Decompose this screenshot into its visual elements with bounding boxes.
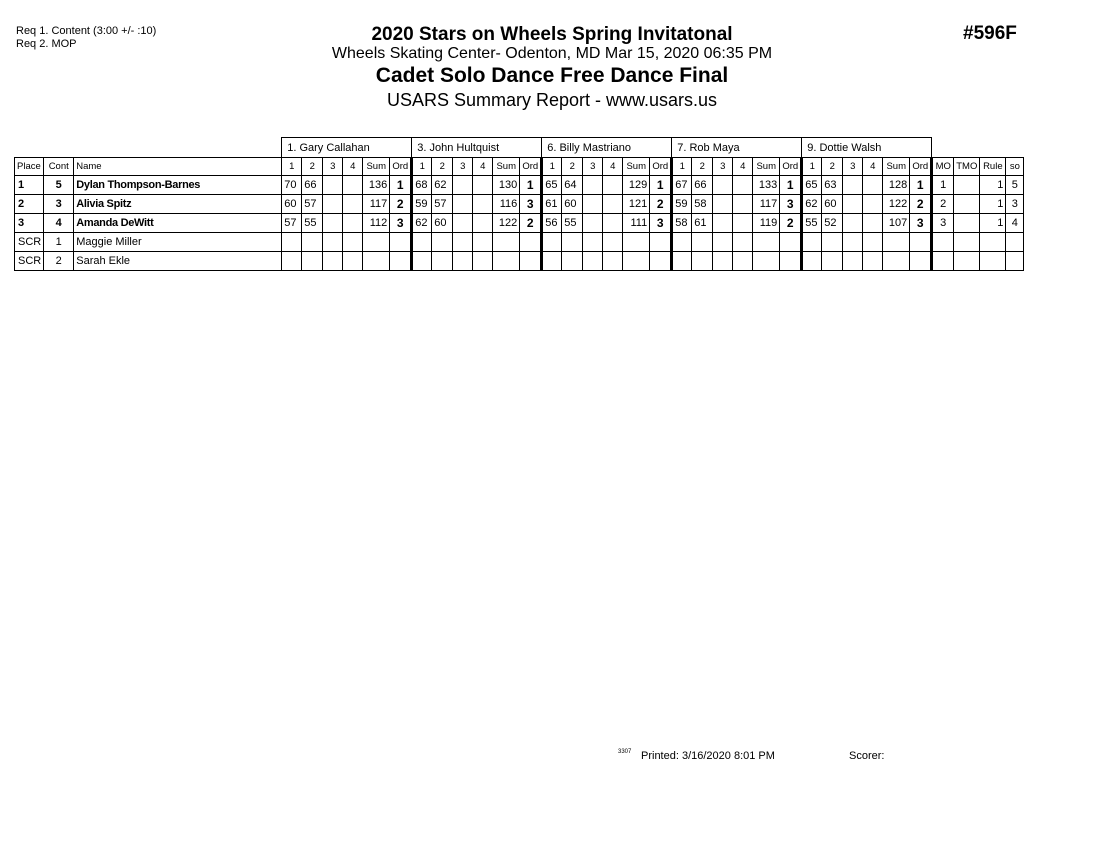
header-judge-col: 4 bbox=[343, 158, 363, 176]
header-judge-col: Sum bbox=[883, 158, 910, 176]
tail-cell bbox=[954, 233, 980, 252]
ordinal-cell: 3 bbox=[520, 195, 542, 214]
score-cell: 58 bbox=[672, 214, 692, 233]
report-number: #596F bbox=[963, 23, 1017, 44]
ordinal-cell: 2 bbox=[650, 195, 672, 214]
table-row bbox=[15, 252, 1024, 271]
header-judge-col: Sum bbox=[753, 158, 780, 176]
sum-cell bbox=[363, 252, 390, 271]
place-cell: 2 bbox=[15, 195, 44, 214]
competition-title: 2020 Stars on Wheels Spring Invitatonal bbox=[371, 24, 733, 45]
score-cell: 67 bbox=[672, 176, 692, 195]
score-cell: 65 bbox=[542, 176, 562, 195]
score-cell bbox=[583, 195, 603, 214]
cont-cell: 3 bbox=[44, 195, 74, 214]
score-cell: 66 bbox=[302, 176, 323, 195]
header-tail-col: Rule bbox=[980, 158, 1006, 176]
score-cell bbox=[473, 252, 493, 271]
ordinal-cell: 1 bbox=[910, 176, 932, 195]
header-judge-col: Ord bbox=[780, 158, 802, 176]
header-judge-col: 2 bbox=[692, 158, 713, 176]
score-cell bbox=[583, 252, 603, 271]
ordinal-cell: 1 bbox=[650, 176, 672, 195]
score-cell bbox=[822, 233, 843, 252]
score-cell bbox=[733, 214, 753, 233]
ordinal-cell bbox=[910, 252, 932, 271]
sum-cell: 112 bbox=[363, 214, 390, 233]
score-cell: 60 bbox=[822, 195, 843, 214]
score-cell bbox=[412, 252, 432, 271]
score-cell: 55 bbox=[802, 214, 822, 233]
score-cell: 58 bbox=[692, 195, 713, 214]
score-cell bbox=[583, 233, 603, 252]
score-cell bbox=[733, 195, 753, 214]
cont-cell: 5 bbox=[44, 176, 74, 195]
sum-cell bbox=[623, 233, 650, 252]
sum-cell: 111 bbox=[623, 214, 650, 233]
header-judge-col: 1 bbox=[542, 158, 562, 176]
cont-cell: 4 bbox=[44, 214, 74, 233]
score-cell: 55 bbox=[302, 214, 323, 233]
tail-cell bbox=[954, 214, 980, 233]
header-judge-col: 4 bbox=[863, 158, 883, 176]
header-tail-col: so bbox=[1006, 158, 1024, 176]
judge-name: 7. Rob Maya bbox=[672, 138, 802, 158]
header-judge-col: 2 bbox=[822, 158, 843, 176]
score-cell bbox=[672, 252, 692, 271]
score-cell bbox=[323, 252, 343, 271]
judge-row-spacer bbox=[15, 138, 282, 158]
skater-name: Dylan Thompson-Barnes bbox=[74, 176, 282, 195]
score-cell bbox=[473, 195, 493, 214]
header-judge-col: Sum bbox=[363, 158, 390, 176]
header-tail-col: MO bbox=[932, 158, 954, 176]
score-cell bbox=[603, 214, 623, 233]
header-judge-col: 4 bbox=[603, 158, 623, 176]
score-cell bbox=[453, 252, 473, 271]
ordinal-cell: 3 bbox=[780, 195, 802, 214]
ordinal-cell bbox=[390, 233, 412, 252]
tail-cell: 1 bbox=[980, 176, 1006, 195]
requirement-2: Req 2. MOP bbox=[16, 38, 77, 50]
score-cell bbox=[343, 233, 363, 252]
score-cell bbox=[542, 252, 562, 271]
score-cell bbox=[473, 214, 493, 233]
header-judge-col: 2 bbox=[432, 158, 453, 176]
score-cell: 60 bbox=[562, 195, 583, 214]
ordinal-cell: 2 bbox=[910, 195, 932, 214]
score-cell: 60 bbox=[432, 214, 453, 233]
score-cell bbox=[603, 252, 623, 271]
tail-cell: 5 bbox=[1006, 176, 1024, 195]
score-cell bbox=[562, 252, 583, 271]
judge-name: 6. Billy Mastriano bbox=[542, 138, 672, 158]
sum-cell: 121 bbox=[623, 195, 650, 214]
tail-cell: 4 bbox=[1006, 214, 1024, 233]
score-cell: 57 bbox=[432, 195, 453, 214]
score-cell bbox=[282, 252, 302, 271]
header-judge-col: 1 bbox=[412, 158, 432, 176]
requirements-list bbox=[16, 25, 156, 51]
score-cell bbox=[473, 233, 493, 252]
score-cell: 62 bbox=[432, 176, 453, 195]
table-row bbox=[15, 214, 1024, 233]
score-cell: 64 bbox=[562, 176, 583, 195]
score-cell bbox=[863, 195, 883, 214]
footer-code: 3307 bbox=[618, 749, 632, 755]
score-cell bbox=[453, 176, 473, 195]
score-cell bbox=[453, 195, 473, 214]
score-cell bbox=[733, 233, 753, 252]
sum-cell: 133 bbox=[753, 176, 780, 195]
score-cell bbox=[733, 176, 753, 195]
score-cell bbox=[863, 176, 883, 195]
score-cell bbox=[603, 176, 623, 195]
score-cell bbox=[863, 233, 883, 252]
skater-name: Amanda DeWitt bbox=[74, 214, 282, 233]
header-judge-col: 2 bbox=[562, 158, 583, 176]
score-cell: 61 bbox=[692, 214, 713, 233]
ordinal-cell bbox=[520, 252, 542, 271]
score-cell bbox=[713, 195, 733, 214]
ordinal-cell bbox=[520, 233, 542, 252]
cont-cell: 2 bbox=[44, 252, 74, 271]
score-cell: 70 bbox=[282, 176, 302, 195]
tail-cell bbox=[954, 195, 980, 214]
header-judge-col: 4 bbox=[473, 158, 493, 176]
score-cell bbox=[843, 176, 863, 195]
score-cell: 62 bbox=[802, 195, 822, 214]
header-judge-col: 4 bbox=[733, 158, 753, 176]
venue-date: Wheels Skating Center- Odenton, MD Mar 15, 2020 06:35 PM bbox=[331, 45, 773, 62]
skater-name: Maggie Miller bbox=[74, 233, 282, 252]
score-cell: 62 bbox=[412, 214, 432, 233]
sum-cell bbox=[623, 252, 650, 271]
place-cell: SCR bbox=[15, 233, 44, 252]
score-cell: 59 bbox=[672, 195, 692, 214]
score-cell bbox=[323, 214, 343, 233]
results-table bbox=[14, 137, 1024, 271]
score-cell bbox=[453, 233, 473, 252]
tail-cell: 3 bbox=[932, 214, 954, 233]
ordinal-cell bbox=[780, 252, 802, 271]
tail-cell bbox=[1006, 233, 1024, 252]
score-cell bbox=[323, 233, 343, 252]
sum-cell bbox=[753, 233, 780, 252]
tail-cell: 1 bbox=[932, 176, 954, 195]
header-judge-col: 2 bbox=[302, 158, 323, 176]
sum-cell: 117 bbox=[753, 195, 780, 214]
header-judge-col: 3 bbox=[323, 158, 343, 176]
header-judge-col: 1 bbox=[282, 158, 302, 176]
header-cont: Cont bbox=[44, 158, 74, 176]
score-cell bbox=[713, 176, 733, 195]
skater-name: Alivia Spitz bbox=[74, 195, 282, 214]
tail-cell bbox=[954, 176, 980, 195]
sum-cell: 122 bbox=[883, 195, 910, 214]
place-cell: 1 bbox=[15, 176, 44, 195]
sum-cell bbox=[753, 252, 780, 271]
event-title: Cadet Solo Dance Free Dance Final bbox=[375, 64, 729, 87]
header-tail-col: TMO bbox=[954, 158, 980, 176]
sum-cell bbox=[363, 233, 390, 252]
skater-name: Sarah Ekle bbox=[74, 252, 282, 271]
score-cell: 65 bbox=[802, 176, 822, 195]
printed-timestamp: Printed: 3/16/2020 8:01 PM bbox=[641, 750, 775, 762]
score-cell bbox=[473, 176, 493, 195]
score-cell: 59 bbox=[412, 195, 432, 214]
tail-cell: 3 bbox=[1006, 195, 1024, 214]
sum-cell: 117 bbox=[363, 195, 390, 214]
ordinal-cell: 3 bbox=[390, 214, 412, 233]
judge-name: 1. Gary Callahan bbox=[282, 138, 412, 158]
ordinal-cell: 3 bbox=[910, 214, 932, 233]
report-subtitle: USARS Summary Report - www.usars.us bbox=[386, 90, 718, 110]
header-judge-col: 1 bbox=[802, 158, 822, 176]
judge-header-row bbox=[15, 138, 1024, 158]
sum-cell bbox=[493, 252, 520, 271]
tail-cell bbox=[980, 233, 1006, 252]
score-cell: 60 bbox=[282, 195, 302, 214]
score-cell bbox=[713, 214, 733, 233]
score-cell bbox=[412, 233, 432, 252]
tail-cell bbox=[980, 252, 1006, 271]
ordinal-cell bbox=[390, 252, 412, 271]
tail-cell: 1 bbox=[980, 214, 1006, 233]
score-cell: 63 bbox=[822, 176, 843, 195]
header-judge-col: 3 bbox=[583, 158, 603, 176]
tail-cell bbox=[1006, 252, 1024, 271]
score-cell bbox=[672, 233, 692, 252]
score-cell: 56 bbox=[542, 214, 562, 233]
judge-row-spacer bbox=[932, 138, 1024, 158]
tail-cell: 1 bbox=[980, 195, 1006, 214]
table-row bbox=[15, 195, 1024, 214]
ordinal-cell: 1 bbox=[520, 176, 542, 195]
ordinal-cell: 2 bbox=[390, 195, 412, 214]
score-cell bbox=[863, 252, 883, 271]
ordinal-cell: 3 bbox=[650, 214, 672, 233]
score-cell: 52 bbox=[822, 214, 843, 233]
sum-cell: 130 bbox=[493, 176, 520, 195]
score-cell bbox=[692, 233, 713, 252]
score-cell bbox=[323, 176, 343, 195]
score-cell: 68 bbox=[412, 176, 432, 195]
ordinal-cell: 1 bbox=[390, 176, 412, 195]
score-cell bbox=[453, 214, 473, 233]
score-cell bbox=[343, 252, 363, 271]
sum-cell bbox=[883, 233, 910, 252]
score-cell bbox=[343, 214, 363, 233]
score-cell bbox=[603, 195, 623, 214]
ordinal-cell bbox=[650, 233, 672, 252]
score-cell bbox=[562, 233, 583, 252]
score-cell bbox=[733, 252, 753, 271]
tail-cell: 2 bbox=[932, 195, 954, 214]
score-cell bbox=[802, 252, 822, 271]
sum-cell: 116 bbox=[493, 195, 520, 214]
header-judge-col: Ord bbox=[520, 158, 542, 176]
header-judge-col: Sum bbox=[623, 158, 650, 176]
header-judge-col: Ord bbox=[650, 158, 672, 176]
tail-cell bbox=[954, 252, 980, 271]
sum-cell: 122 bbox=[493, 214, 520, 233]
score-cell bbox=[323, 195, 343, 214]
score-cell bbox=[843, 214, 863, 233]
score-cell bbox=[692, 252, 713, 271]
header-judge-col: 3 bbox=[713, 158, 733, 176]
score-cell bbox=[282, 233, 302, 252]
header-judge-col: Ord bbox=[910, 158, 932, 176]
score-cell: 57 bbox=[282, 214, 302, 233]
scorer-label: Scorer: bbox=[849, 750, 885, 762]
score-cell: 55 bbox=[562, 214, 583, 233]
score-cell bbox=[843, 252, 863, 271]
place-cell: SCR bbox=[15, 252, 44, 271]
ordinal-cell: 2 bbox=[520, 214, 542, 233]
score-cell bbox=[583, 214, 603, 233]
sum-cell: 107 bbox=[883, 214, 910, 233]
score-cell bbox=[583, 176, 603, 195]
tail-cell bbox=[932, 252, 954, 271]
header-judge-col: 3 bbox=[453, 158, 473, 176]
table-row bbox=[15, 233, 1024, 252]
header-name: Name bbox=[74, 158, 282, 176]
score-cell bbox=[302, 233, 323, 252]
ordinal-cell bbox=[910, 233, 932, 252]
judge-name: 9. Dottie Walsh bbox=[802, 138, 932, 158]
ordinal-cell: 2 bbox=[780, 214, 802, 233]
score-cell bbox=[713, 252, 733, 271]
score-cell bbox=[863, 214, 883, 233]
sum-cell: 119 bbox=[753, 214, 780, 233]
sum-cell: 136 bbox=[363, 176, 390, 195]
score-cell bbox=[542, 233, 562, 252]
sum-cell: 129 bbox=[623, 176, 650, 195]
score-cell bbox=[822, 252, 843, 271]
score-cell bbox=[343, 195, 363, 214]
sum-cell: 128 bbox=[883, 176, 910, 195]
ordinal-cell bbox=[780, 233, 802, 252]
score-cell: 57 bbox=[302, 195, 323, 214]
score-cell bbox=[843, 195, 863, 214]
header-judge-col: 3 bbox=[843, 158, 863, 176]
score-cell: 66 bbox=[692, 176, 713, 195]
score-cell bbox=[802, 233, 822, 252]
score-cell bbox=[432, 252, 453, 271]
score-cell bbox=[713, 233, 733, 252]
header-place: Place bbox=[15, 158, 44, 176]
sum-cell bbox=[883, 252, 910, 271]
requirement-1: Req 1. Content (3:00 +/- :10) bbox=[16, 25, 157, 37]
ordinal-cell bbox=[650, 252, 672, 271]
score-cell bbox=[603, 233, 623, 252]
score-cell bbox=[302, 252, 323, 271]
score-cell bbox=[343, 176, 363, 195]
tail-cell bbox=[932, 233, 954, 252]
score-cell bbox=[432, 233, 453, 252]
table-row bbox=[15, 176, 1024, 195]
ordinal-cell: 1 bbox=[780, 176, 802, 195]
score-cell bbox=[843, 233, 863, 252]
header-judge-col: Ord bbox=[390, 158, 412, 176]
score-cell: 61 bbox=[542, 195, 562, 214]
header-judge-col: 1 bbox=[672, 158, 692, 176]
judge-name: 3. John Hultquist bbox=[412, 138, 542, 158]
sum-cell bbox=[493, 233, 520, 252]
header-judge-col: Sum bbox=[493, 158, 520, 176]
column-header-row bbox=[15, 158, 1024, 176]
cont-cell: 1 bbox=[44, 233, 74, 252]
place-cell: 3 bbox=[15, 214, 44, 233]
